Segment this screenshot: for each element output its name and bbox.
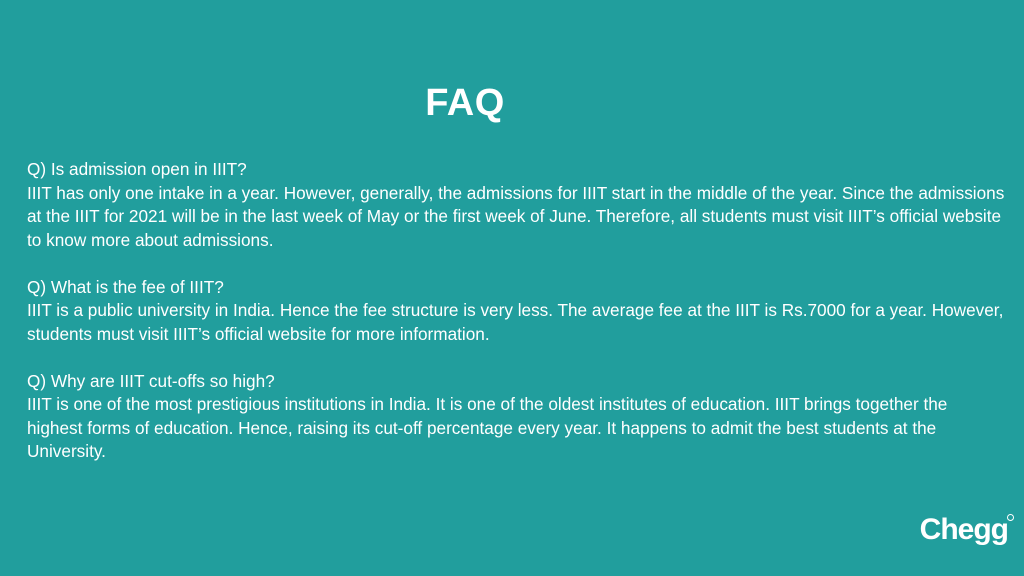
- chegg-logo: [920, 510, 1008, 550]
- trademark-icon: [1007, 514, 1014, 521]
- faq-question: Q) Why are IIIT cut-offs so high?: [27, 370, 275, 391]
- faq-question: Q) Is admission open in IIIT?: [27, 159, 247, 179]
- logo-text: Chegg: [919, 513, 1008, 546]
- faq-item: [27, 276, 1007, 347]
- faq-item: [27, 158, 1007, 252]
- faq-list: [27, 158, 1007, 487]
- faq-item: [27, 370, 1007, 464]
- faq-answer: IIIT is a public university in India. Hence the fee structure is very less. The average fee at the IIIT is Rs.7000 for a year. However, students must visit IIIT’s official website for more information.: [27, 300, 1004, 344]
- faq-answer: IIIT has only one intake in a year. However, generally, the admissions for IIIT start in the middle of the year. Since the admissions at the IIIT for 2021 will be in the last week of May or the first week of June. Therefore, all students must visit IIIT’s official website to know more about admissions.: [27, 182, 1005, 250]
- faq-answer: IIIT is one of the most prestigious institutions in India. It is one of the oldest institutes of education. IIIT brings together the highest forms of education. Hence, raising its cut-off percentage every year. It happens to admit the best students at the University.: [27, 394, 948, 461]
- page-title: FAQ: [425, 82, 505, 124]
- faq-question: Q) What is the fee of IIIT?: [27, 276, 224, 297]
